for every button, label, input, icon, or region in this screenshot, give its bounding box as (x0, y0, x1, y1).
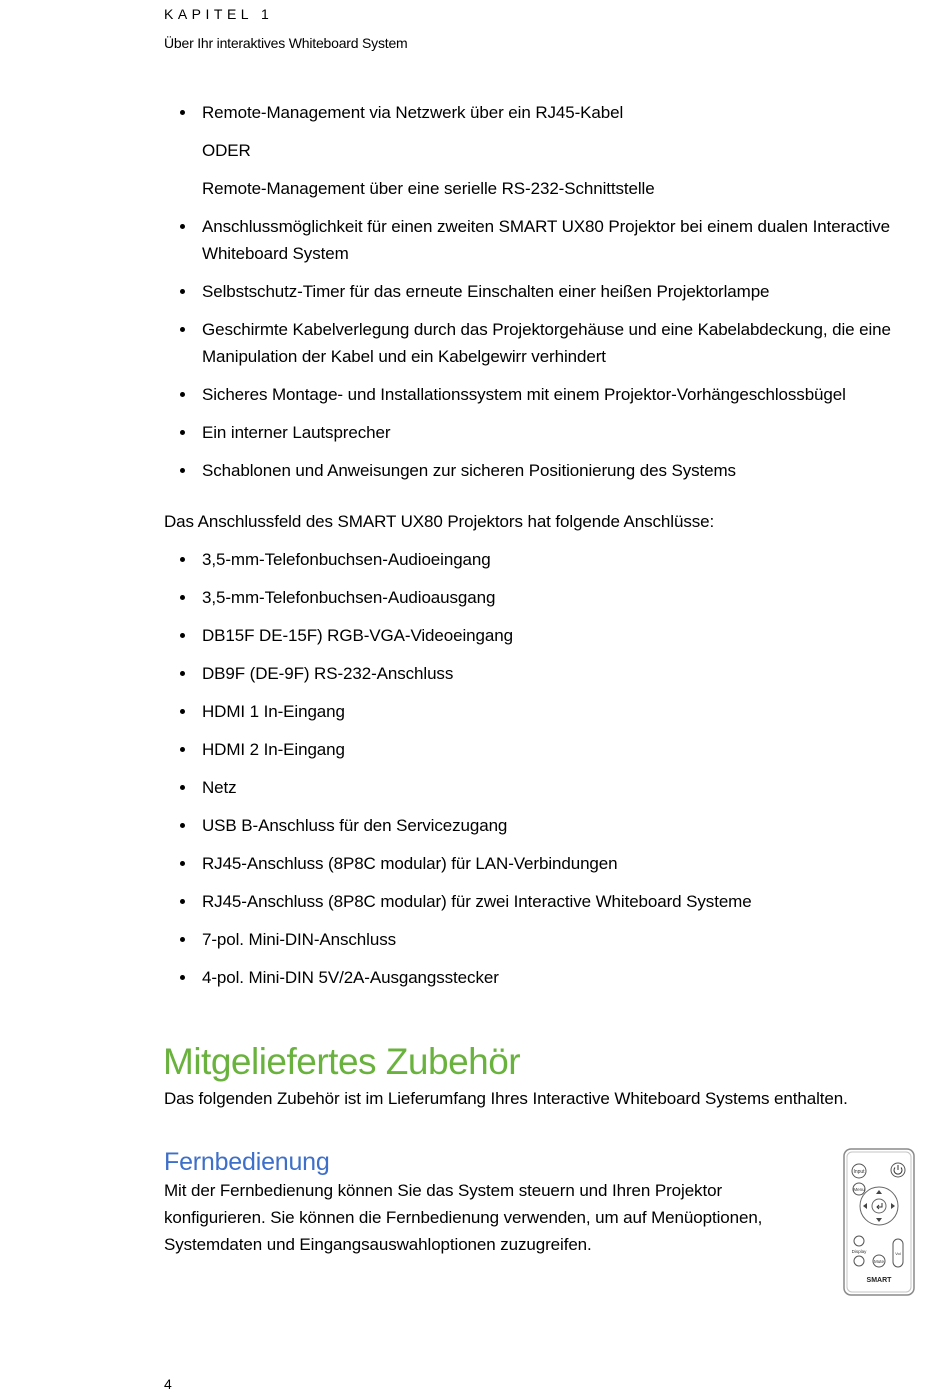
bullet-icon (180, 430, 185, 435)
bullet-icon (180, 747, 185, 752)
list-item: USB B-Anschluss für den Servicezugang (178, 812, 918, 839)
list-item: HDMI 2 In-Eingang (178, 736, 918, 763)
bullet-icon (180, 595, 185, 600)
alternative-text: Remote-Management über eine serielle RS-232-Schnittstelle (202, 179, 655, 198)
bullet-icon (180, 392, 185, 397)
page-number: 4 (164, 1376, 172, 1392)
list-item: 7-pol. Mini-DIN-Anschluss (178, 926, 918, 953)
list-item: Geschirmte Kabelverlegung durch das Projektorgehäuse und eine Kabelabdeckung, die eine Manipulation der Kabel und ein Kabelgewirr verhindert (178, 316, 918, 370)
bullet-icon (180, 327, 185, 332)
remote-display-label: Display (851, 1249, 867, 1254)
subsection-text: Mit der Fernbedienung können Sie das System steuern und Ihren Projektor konfigurieren. Sie können die Fernbedienung verwenden, um auf Menüoptionen, Systemdaten und Eingangsauswahloptionen zuzugreifen. (164, 1181, 763, 1254)
subsection-heading: Fernbedienung (164, 1148, 330, 1176)
bullet-icon (180, 823, 185, 828)
bullet-icon (180, 289, 185, 294)
bullet-icon (180, 633, 185, 638)
bullet-icon (180, 557, 185, 562)
list-item: Netz (178, 774, 918, 801)
list-item: DB15F DE-15F) RGB-VGA-Videoeingang (178, 622, 918, 649)
list-item: RJ45-Anschluss (8P8C modular) für LAN-Verbindungen (178, 850, 918, 877)
list-item: DB9F (DE-9F) RS-232-Anschluss (178, 660, 918, 687)
bullet-icon (180, 468, 185, 473)
chapter-label: KAPITEL 1 (164, 6, 274, 22)
list-item: Remote-Management via Netzwerk über ein RJ45-Kabel (178, 99, 918, 126)
bullet-icon (180, 709, 185, 714)
list-item: 4-pol. Mini-DIN 5V/2A-Ausgangsstecker (178, 964, 918, 991)
remote-vol-label: Vol (895, 1251, 901, 1256)
list-item: Ein interner Lautsprecher (178, 419, 918, 446)
remote-brand-label: SMART (866, 1277, 892, 1284)
connectors-intro: Das Anschlussfeld des SMART UX80 Projektors hat folgende Anschlüsse: (164, 512, 715, 531)
list-item: 3,5-mm-Telefonbuchsen-Audioeingang (178, 546, 918, 573)
bullet-icon (180, 937, 185, 942)
bullet-icon (180, 899, 185, 904)
bullet-icon (180, 785, 185, 790)
section-heading: Mitgeliefertes Zubehör (163, 1041, 521, 1082)
list-item: Selbstschutz-Timer für das erneute Einschalten einer heißen Projektorlampe (178, 278, 918, 305)
remote-menu-label: Menu (853, 1187, 865, 1192)
feature-list-b (178, 213, 918, 484)
bullet-icon (180, 110, 185, 115)
list-item: Schablonen und Anweisungen zur sicheren Positionierung des Systems (178, 457, 918, 484)
chapter-subtitle: Über Ihr interaktives Whiteboard System (164, 35, 408, 51)
bullet-icon (180, 861, 185, 866)
feature-list-a (178, 99, 918, 126)
list-item: RJ45-Anschluss (8P8C modular) für zwei Interactive Whiteboard Systeme (178, 888, 918, 915)
bullet-icon (180, 975, 185, 980)
bullet-icon (180, 671, 185, 676)
connector-list (178, 546, 918, 991)
remote-mute-label: Mute (873, 1259, 885, 1264)
remote-control-icon (842, 1147, 916, 1297)
oder-text: ODER (202, 141, 251, 160)
section-text: Das folgenden Zubehör ist im Lieferumfang Ihres Interactive Whiteboard Systems enthalten. (164, 1089, 848, 1108)
list-item: HDMI 1 In-Eingang (178, 698, 918, 725)
list-item: Anschlussmöglichkeit für einen zweiten SMART UX80 Projektor bei einem dualen Interactive Whiteboard System (178, 213, 918, 267)
bullet-icon (180, 224, 185, 229)
list-item: Sicheres Montage- und Installationssystem mit einem Projektor-Vorhängeschlossbügel (178, 381, 918, 408)
remote-input-label: Input (853, 1169, 865, 1175)
list-item: 3,5-mm-Telefonbuchsen-Audioausgang (178, 584, 918, 611)
